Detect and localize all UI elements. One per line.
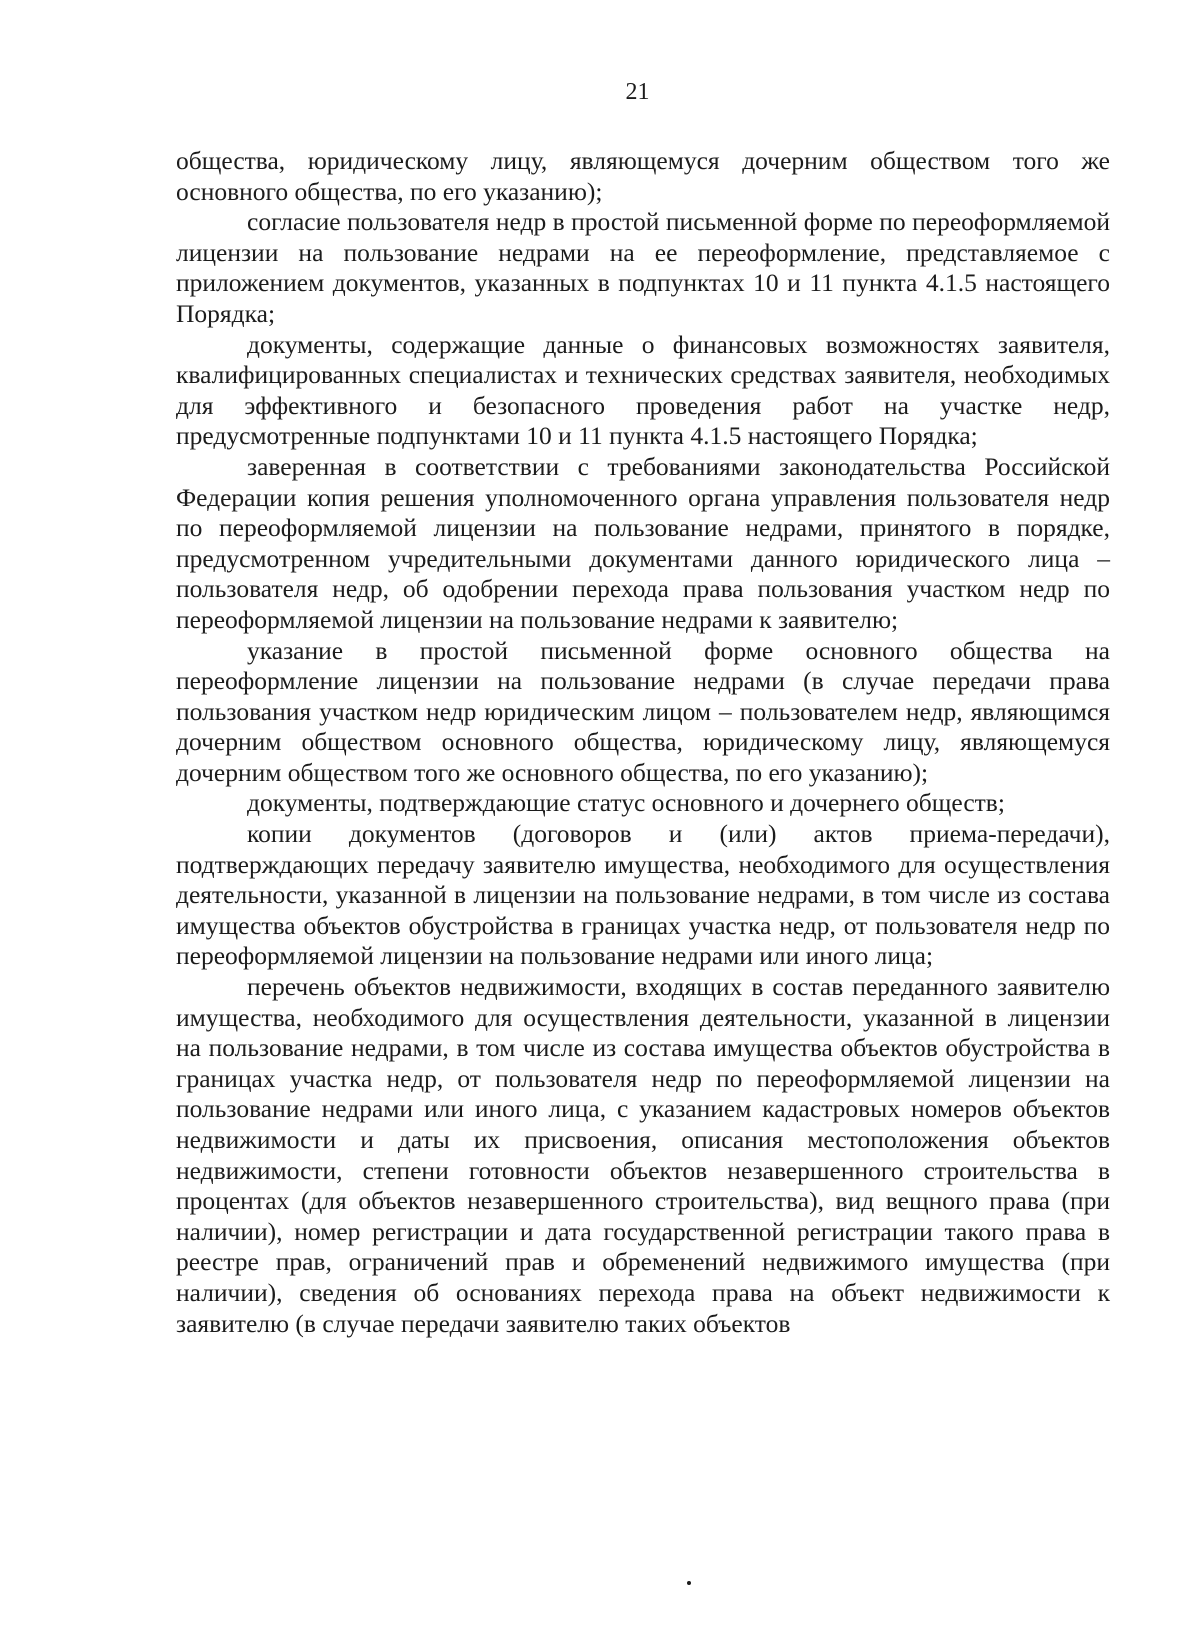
paragraph-parent-company-instruction: указание в простой письменной форме основного общества на переоформление лицензии на пользование недрами (в случае передачи права пользования участком недр юридическим лицом – пользователем недр, являющимся дочерним обществом основного общества, юридическому лицу, являющемуся дочерним обществом того же основного общества, по его указанию); [176,635,1110,787]
document-body [176,146,1110,1339]
scan-dot [687,1581,691,1585]
paragraph-certified-decision-copy: заверенная в соответствии с требованиями законодательства Российской Федерации копия решения уполномоченного органа управления пользователя недр по переоформляемой лицензии на пользование недрами, принятого в порядке, предусмотренном учредительными документами данного юридического лица – пользователя недр, об одобрении перехода права пользования участком недр по переоформляемой лицензии на пользование недрами к заявителю; [176,451,1110,634]
paragraph-real-estate-list: перечень объектов недвижимости, входящих в состав переданного заявителю имущества, необходимого для осуществления деятельности, указанной в лицензии на пользование недрами, в том числе из состава имущества объектов обустройства в границах участка недр, от пользователя недр по переоформляемой лицензии на пользование недрами или иного лица, с указанием кадастровых номеров объектов недвижимости и даты их присвоения, описания местоположения объектов недвижимости, степени готовности объектов незавершенного строительства в процентах (для объектов незавершенного строительства), вид вещного права (при наличии), номер регистрации и дата государственной регистрации такого права в реестре прав, ограничений прав и обременений недвижимого имущества (при наличии), сведения об основаниях перехода права на объект недвижимости к заявителю (в случае передачи заявителю таких объектов [176,972,1110,1338]
paragraph-company-status-documents: документы, подтверждающие статус основного и дочернего обществ; [247,788,1005,818]
page-number: 21 [625,79,650,105]
paragraph-property-transfer-copies: копии документов (договоров и (или) актов приема-передачи), подтверждающих передачу заявителю имущества, необходимого для осуществления деятельности, указанной в лицензии на пользование недрами, в том числе из состава имущества объектов обустройства в границах участка недр, от пользователя недр по переоформляемой лицензии на пользование недрами или иного лица; [176,819,1110,971]
paragraph-continuation: общества, юридическому лицу, являющемуся дочерним обществом того же основного общества, по его указанию); [176,146,1110,206]
paragraph-applicant-capability-documents: документы, содержащие данные о финансовых возможностях заявителя, квалифицированных специалистах и технических средствах заявителя, необходимых для эффективного и безопасного проведения работ на участке недр, предусмотренные подпунктами 10 и 11 пункта 4.1.5 настоящего Порядка; [176,329,1110,451]
paragraph-subsoil-user-consent: согласие пользователя недр в простой письменной форме по переоформляемой лицензии на пользование недрами на ее переоформление, представляемое с приложением документов, указанных в подпунктах 10 и 11 пункта 4.1.5 настоящего Порядка; [176,207,1110,328]
